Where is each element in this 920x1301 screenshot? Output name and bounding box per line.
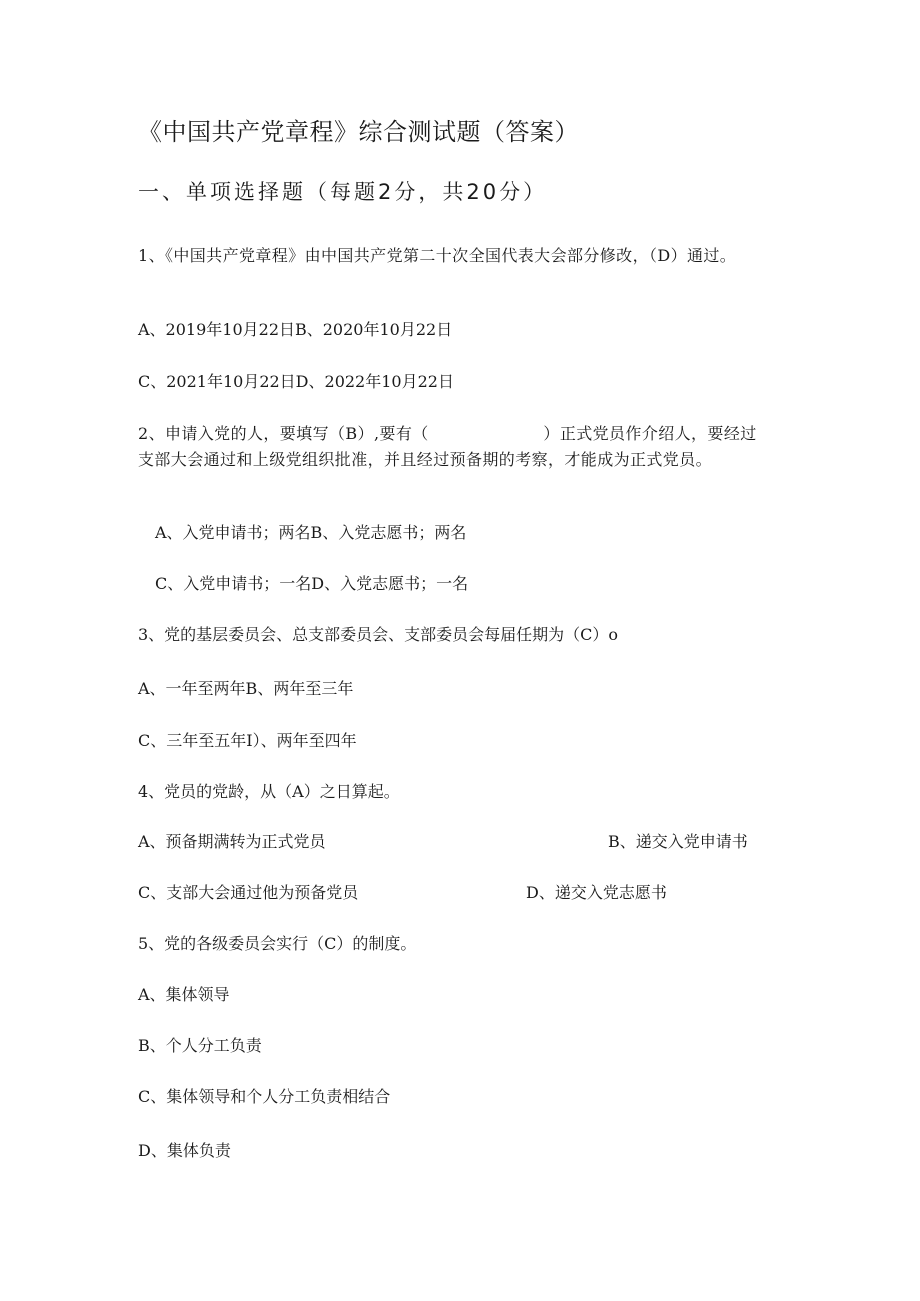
question-4-option-d: D、递交入党志愿书 bbox=[526, 883, 667, 902]
question-3-stem: 3、党的基层委员会、总支部委员会、支部委员会每届任期为（C）o bbox=[138, 625, 619, 644]
question-5-option-d: D、集体负责 bbox=[138, 1141, 231, 1160]
question-3-options-ab: A、一年至两年B、两年至三年 bbox=[138, 679, 354, 698]
question-2-options-cd: C、入党申请书；一名D、入党志愿书；一名 bbox=[155, 574, 469, 593]
section-heading: 一、单项选择题（每题2分，共20分） bbox=[138, 180, 548, 204]
question-5-stem: 5、党的各级委员会实行（C）的制度。 bbox=[138, 934, 417, 953]
question-5-option-a: A、集体领导 bbox=[138, 985, 230, 1004]
question-5-option-b: B、个人分工负责 bbox=[138, 1036, 262, 1055]
question-4-stem: 4、党员的党龄，从（A）之日算起。 bbox=[138, 782, 400, 801]
question-3-options-cd: C、三年至五年I）、两年至四年 bbox=[138, 731, 357, 750]
question-5-option-c: C、集体领导和个人分工负责相结合 bbox=[138, 1087, 391, 1106]
question-1-stem: 1、《中国共产党章程》由中国共产党第二十次全国代表大会部分修改，（D）通过。 bbox=[138, 246, 737, 265]
question-4-option-a: A、预备期满转为正式党员 bbox=[138, 832, 326, 851]
question-2-stem: 2、申请入党的人，要填写（B）,要有（ ）正式党员作介绍人，要经过支部大会通过和上级党组织批准，并且经过预备期的考察，才能成为正式党员。 bbox=[138, 424, 757, 469]
question-4-option-b: B、递交入党申请书 bbox=[608, 832, 748, 851]
question-2-options-ab: A、入党申请书；两名B、入党志愿书；两名 bbox=[155, 523, 467, 542]
question-1-options-cd: C、2021年10月22日D、2022年10月22日 bbox=[138, 372, 454, 391]
document-title: 《中国共产党章程》综合测试题（答案） bbox=[138, 118, 579, 146]
question-4-option-c: C、支部大会通过他为预备党员 bbox=[138, 883, 359, 902]
question-1-options-ab: A、2019年10月22日B、2020年10月22日 bbox=[138, 320, 453, 339]
